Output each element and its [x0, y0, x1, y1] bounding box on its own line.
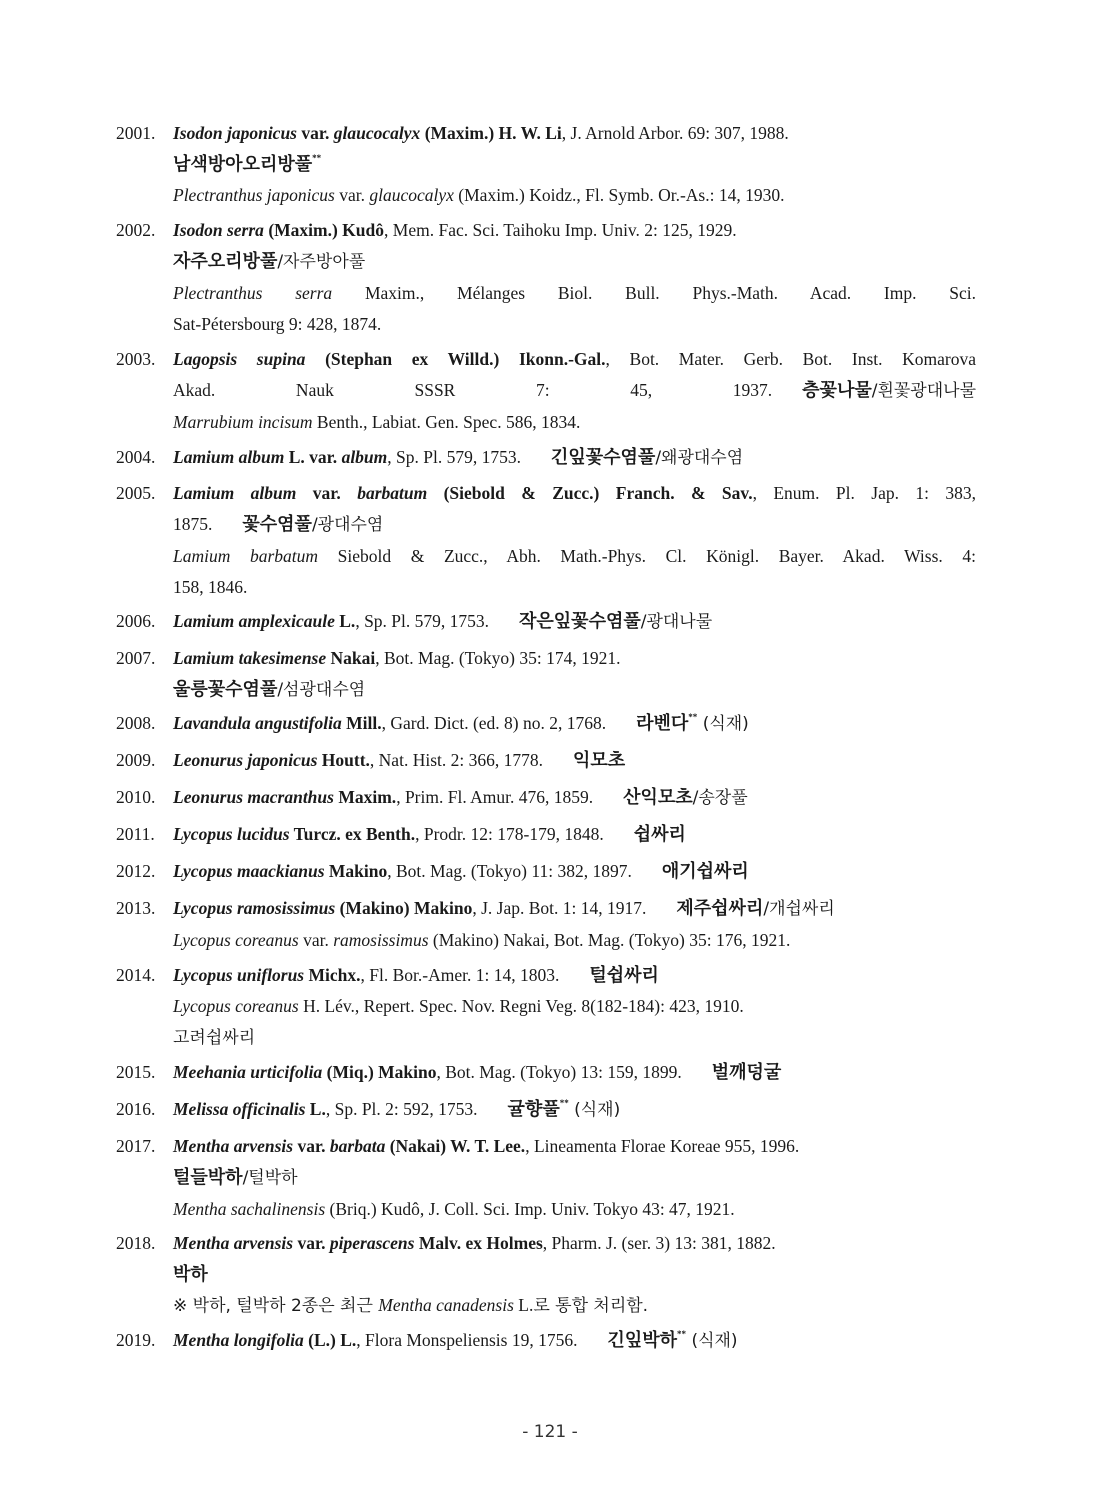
- author-name: (Stephan ex Willd.) Ikonn.-Gal.: [305, 349, 606, 369]
- entry-number: 2015.: [116, 1062, 156, 1082]
- korean-text: 로 통합 처리함.: [533, 1296, 649, 1316]
- double-asterisk-mark: **: [312, 153, 322, 163]
- entry-body: [173, 893, 976, 956]
- korean-name: 벌깨덩굴: [711, 1062, 782, 1083]
- species-entry: [116, 960, 976, 1054]
- author-name: (Makino) Makino: [335, 898, 473, 918]
- korean-text: (식재): [697, 714, 749, 734]
- korean-text: /송장풀: [692, 788, 748, 808]
- scientific-name: Lycopus lucidus: [173, 824, 290, 844]
- entry-body: [173, 1131, 976, 1225]
- entry-number: 2010.: [116, 787, 156, 807]
- entry-line: [173, 1057, 976, 1088]
- entry-line: [173, 782, 976, 814]
- entry-number: 2018.: [116, 1233, 156, 1253]
- citation-text: , Lineamenta Florae Koreae 955, 1996.: [525, 1136, 800, 1156]
- entry-line: [173, 180, 976, 211]
- korean-text: (식재): [686, 1331, 738, 1351]
- entry-number: 2014.: [116, 965, 156, 985]
- entry-body: [173, 708, 976, 740]
- citation-text: L.: [513, 1295, 534, 1315]
- author-name: L.: [305, 1099, 326, 1119]
- korean-name: 박하: [173, 1264, 208, 1285]
- author-name: Malv. ex Holmes: [414, 1233, 543, 1253]
- scientific-name: Leonurus japonicus: [173, 750, 318, 770]
- entry-body: [173, 745, 976, 776]
- species-entry: [116, 1228, 976, 1322]
- entry-line: [173, 1194, 976, 1225]
- entry-number: 2005.: [116, 483, 156, 503]
- author-name: var.: [296, 483, 358, 503]
- scientific-name: Isodon japonicus: [173, 123, 297, 143]
- author-name: Nakai: [326, 648, 376, 668]
- author-name: Houtt.: [317, 750, 370, 770]
- entry-body: [173, 856, 976, 887]
- korean-name: 익모초: [572, 750, 626, 771]
- entry-number: 2017.: [116, 1136, 156, 1156]
- citation-text: (Makino) Nakai, Bot. Mag. (Tokyo) 35: 176, 1921.: [428, 930, 791, 950]
- citation-text: 158, 1846.: [173, 577, 248, 597]
- synonym-name: Marrubium incisum: [173, 412, 313, 432]
- author-name: Makino: [324, 861, 388, 881]
- scientific-name: Lamium album: [173, 447, 285, 467]
- entry-body: [173, 344, 976, 438]
- entry-number: 2012.: [116, 861, 156, 881]
- synonym-name: Lycopus coreanus: [173, 930, 299, 950]
- entry-body: [173, 478, 976, 603]
- scientific-name: Lycopus uniflorus: [173, 965, 305, 985]
- entry-body: [173, 782, 976, 814]
- entry-line: [173, 1325, 976, 1357]
- entry-line: [173, 1290, 976, 1322]
- author-name: var.: [293, 1233, 330, 1253]
- entry-body: [173, 215, 976, 340]
- entry-number: 2003.: [116, 349, 156, 369]
- species-entry: [116, 819, 976, 850]
- entry-line: [173, 1094, 976, 1126]
- author-name: Turcz. ex Benth.: [289, 824, 416, 844]
- species-entry: [116, 856, 976, 887]
- synonym-name: Plectranthus japonicus: [173, 185, 335, 205]
- scientific-name: Leonurus macranthus: [173, 787, 334, 807]
- citation-text: , J. Jap. Bot. 1: 14, 1917.: [472, 898, 647, 918]
- species-entry: [116, 1057, 976, 1088]
- citation-text: , Flora Monspeliensis 19, 1756.: [356, 1330, 578, 1350]
- page-number: - 121 -: [522, 1422, 578, 1442]
- scientific-name: Lamium takesimense: [173, 648, 327, 668]
- entry-number: 2013.: [116, 898, 156, 918]
- author-name: Mill.: [341, 713, 382, 733]
- scientific-name: piperascens: [329, 1233, 415, 1253]
- citation-text: var.: [298, 930, 334, 950]
- species-entry: [116, 118, 976, 211]
- citation-text: , Gard. Dict. (ed. 8) no. 2, 1768.: [381, 713, 607, 733]
- citation-text: , Mem. Fac. Sci. Taihoku Imp. Univ. 2: 125, 1929.: [384, 220, 737, 240]
- entry-line: [173, 1131, 976, 1162]
- scientific-name: glaucocalyx: [333, 123, 421, 143]
- citation-text: Benth., Labiat. Gen. Spec. 586, 1834.: [312, 412, 581, 432]
- entry-line: [173, 819, 976, 850]
- author-name: L. var.: [284, 447, 342, 467]
- entry-line: [173, 572, 976, 603]
- korean-name: 귤향풀: [507, 1099, 560, 1120]
- species-entry: [116, 1094, 976, 1126]
- entry-line: [173, 606, 976, 638]
- synonym-name: Plectranthus serra: [173, 283, 333, 303]
- entry-body: [173, 1094, 976, 1126]
- korean-text: (식재): [568, 1100, 621, 1120]
- entry-body: [173, 442, 976, 474]
- entry-line: [173, 925, 976, 956]
- entry-line: [173, 1162, 976, 1194]
- entry-line: [173, 215, 976, 246]
- entry-line: [173, 1228, 976, 1259]
- species-entry: [116, 893, 976, 956]
- entry-number: 2009.: [116, 750, 156, 770]
- citation-text: 1875.: [173, 514, 213, 534]
- entry-line: [173, 344, 976, 375]
- citation-text: , J. Arnold Arbor. 69: 307, 1988.: [561, 123, 789, 143]
- entry-line: [173, 856, 976, 887]
- synonym-name: Mentha canadensis: [378, 1295, 514, 1315]
- korean-text: /섬광대수염: [277, 680, 366, 700]
- entry-line: [173, 708, 976, 740]
- author-name: (Nakai) W. T. Lee.: [385, 1136, 526, 1156]
- scientific-name: Mentha arvensis: [173, 1136, 294, 1156]
- entry-number: 2016.: [116, 1099, 156, 1119]
- species-entry: [116, 1131, 976, 1225]
- citation-text: , Prodr. 12: 178-179, 1848.: [415, 824, 604, 844]
- entry-body: [173, 643, 976, 706]
- korean-name: 털쉽싸리: [589, 965, 659, 986]
- synonym-name: Lamium barbatum: [173, 546, 319, 566]
- korean-name: 긴잎박하: [607, 1330, 678, 1351]
- author-name: L.: [334, 611, 356, 631]
- species-entry: [116, 478, 976, 603]
- scientific-name: Mentha longifolia: [173, 1330, 304, 1350]
- author-name: var.: [297, 123, 334, 143]
- double-asterisk-mark: **: [559, 1098, 569, 1108]
- korean-name: 애기쉽싸리: [661, 861, 749, 882]
- scientific-name: album: [341, 447, 388, 467]
- citation-text: , Fl. Bor.-Amer. 1: 14, 1803.: [360, 965, 560, 985]
- scientific-name: Mentha arvensis: [173, 1233, 294, 1253]
- entry-number: 2008.: [116, 713, 156, 733]
- korean-name: 울릉꽃수염풀: [173, 679, 278, 700]
- entry-body: [173, 1057, 976, 1088]
- entry-line: [173, 1022, 976, 1054]
- korean-name: 긴잎꽃수염풀: [550, 447, 656, 468]
- citation-text: , Sp. Pl. 2: 592, 1753.: [325, 1099, 478, 1119]
- entry-number: 2019.: [116, 1330, 156, 1350]
- korean-name: 털들박하: [173, 1167, 243, 1188]
- synonym-name: Mentha sachalinensis: [173, 1199, 326, 1219]
- author-name: (Maxim.) H. W. Li: [420, 123, 562, 143]
- scientific-name: Lagopsis supina: [173, 349, 306, 369]
- species-entry: [116, 708, 976, 740]
- citation-text: , Enum. Pl. Jap. 1: 383,: [752, 483, 976, 503]
- species-entry: [116, 1325, 976, 1357]
- korean-text: /털박하: [242, 1168, 298, 1188]
- double-asterisk-mark: **: [688, 712, 698, 722]
- author-name: (Siebold & Zucc.) Franch. & Sav.: [427, 483, 753, 503]
- entry-number: 2011.: [116, 824, 155, 844]
- entry-line: [173, 442, 976, 474]
- entry-body: [173, 1325, 976, 1357]
- korean-text: /개쉽싸리: [763, 899, 835, 919]
- entry-line: [173, 893, 976, 925]
- synonym-name: Lycopus coreanus: [173, 996, 299, 1016]
- entry-body: [173, 960, 976, 1054]
- citation-text: , Bot. Mater. Gerb. Bot. Inst. Komarova: [605, 349, 976, 369]
- species-entry: [116, 442, 976, 474]
- synonym-name: glaucocalyx: [369, 185, 454, 205]
- entry-number: 2002.: [116, 220, 156, 240]
- author-name: var.: [293, 1136, 330, 1156]
- synonym-name: ramosissimus: [333, 930, 429, 950]
- citation-text: Akad. Nauk SSSR 7: 45, 1937.: [173, 380, 773, 400]
- entry-line: [173, 960, 976, 991]
- author-name: (Maxim.) Kudô: [263, 220, 385, 240]
- korean-name: 라벤다: [636, 713, 689, 734]
- entry-line: [173, 309, 976, 340]
- entry-number: 2007.: [116, 648, 156, 668]
- korean-name: 꽃수염풀: [242, 514, 312, 535]
- species-entry: [116, 782, 976, 814]
- species-entry: [116, 215, 976, 340]
- korean-name: 자주오리방풀: [173, 251, 278, 272]
- entry-line: [173, 246, 976, 278]
- citation-text: (Maxim.) Koidz., Fl. Symb. Or.-As.: 14, 1930.: [453, 185, 785, 205]
- scientific-name: barbatum: [357, 483, 428, 503]
- korean-text: 고려쉽싸리: [173, 1028, 256, 1048]
- citation-text: var.: [334, 185, 370, 205]
- author-name: (Miq.) Makino: [322, 1062, 437, 1082]
- citation-text: , Prim. Fl. Amur. 476, 1859.: [396, 787, 594, 807]
- scientific-name: Lycopus maackianus: [173, 861, 325, 881]
- korean-text: /자주방아풀: [277, 252, 366, 272]
- species-entry: [116, 606, 976, 638]
- entry-line: [173, 375, 976, 407]
- scientific-name: Lamium album: [173, 483, 297, 503]
- entry-line: [173, 991, 976, 1022]
- scientific-name: Lavandula angustifolia: [173, 713, 342, 733]
- entry-body: [173, 606, 976, 638]
- scientific-name: Melissa officinalis: [173, 1099, 306, 1119]
- entry-line: [173, 149, 976, 180]
- korean-name: 층꽃나물: [802, 380, 872, 401]
- korean-text: ※ 박하, 털박하 2종은 최근: [173, 1296, 379, 1316]
- korean-text: /광대수염: [311, 515, 384, 535]
- entry-line: [173, 1259, 976, 1290]
- species-entry: [116, 643, 976, 706]
- species-entry: [116, 745, 976, 776]
- citation-text: H. Lév., Repert. Spec. Nov. Regni Veg. 8(182-184): 423, 1910.: [298, 996, 744, 1016]
- author-name: Michx.: [304, 965, 361, 985]
- entry-line: [173, 643, 976, 674]
- entry-body: [173, 118, 976, 211]
- entry-line: [173, 407, 976, 438]
- entry-number: 2001.: [116, 123, 156, 143]
- scientific-name: Meehania urticifolia: [173, 1062, 323, 1082]
- citation-text: , Bot. Mag. (Tokyo) 13: 159, 1899.: [436, 1062, 682, 1082]
- scientific-name: barbata: [329, 1136, 386, 1156]
- entry-line: [173, 745, 976, 776]
- entry-number: 2004.: [116, 447, 156, 467]
- citation-text: (Briq.) Kudô, J. Coll. Sci. Imp. Univ. Tokyo 43: 47, 1921.: [325, 1199, 735, 1219]
- entry-body: [173, 819, 976, 850]
- entry-body: [173, 1228, 976, 1322]
- korean-name: 제주쉽싸리: [676, 898, 764, 919]
- korean-name: 산익모초: [623, 787, 693, 808]
- citation-text: , Bot. Mag. (Tokyo) 35: 174, 1921.: [375, 648, 621, 668]
- author-name: (L.) L.: [303, 1330, 357, 1350]
- entry-line: [173, 674, 976, 706]
- korean-text: /광대나물: [640, 612, 713, 632]
- species-entry: [116, 344, 976, 438]
- author-name: Maxim.: [333, 787, 397, 807]
- korean-name: 쉽싸리: [633, 824, 686, 845]
- citation-text: Siebold & Zucc., Abh. Math.-Phys. Cl. Königl. Bayer. Akad. Wiss. 4:: [318, 546, 977, 566]
- entry-line: [173, 541, 976, 572]
- citation-text: , Bot. Mag. (Tokyo) 11: 382, 1897.: [387, 861, 632, 881]
- entry-number: 2006.: [116, 611, 156, 631]
- entry-line: [173, 118, 976, 149]
- korean-text: /흰꽃광대나물: [871, 381, 976, 401]
- citation-text: , Nat. Hist. 2: 366, 1778.: [369, 750, 543, 770]
- citation-text: Maxim., Mélanges Biol. Bull. Phys.-Math. Acad. Imp. Sci.: [332, 283, 976, 303]
- citation-text: , Sp. Pl. 579, 1753.: [387, 447, 521, 467]
- citation-text: , Sp. Pl. 579, 1753.: [355, 611, 490, 631]
- korean-text: /왜광대수염: [655, 448, 744, 468]
- korean-name: 작은잎꽃수염풀: [519, 611, 641, 632]
- citation-text: , Pharm. J. (ser. 3) 13: 381, 1882.: [542, 1233, 776, 1253]
- scientific-name: Lycopus ramosissimus: [173, 898, 336, 918]
- double-asterisk-mark: **: [677, 1329, 687, 1339]
- scientific-name: Isodon serra: [173, 220, 264, 240]
- entry-line: [173, 278, 976, 309]
- korean-name: 남색방아오리방풀: [173, 154, 313, 175]
- scientific-name: Lamium amplexicaule: [173, 611, 335, 631]
- entry-line: [173, 509, 976, 541]
- citation-text: Sat-Pétersbourg 9: 428, 1874.: [173, 314, 382, 334]
- entry-line: [173, 478, 976, 509]
